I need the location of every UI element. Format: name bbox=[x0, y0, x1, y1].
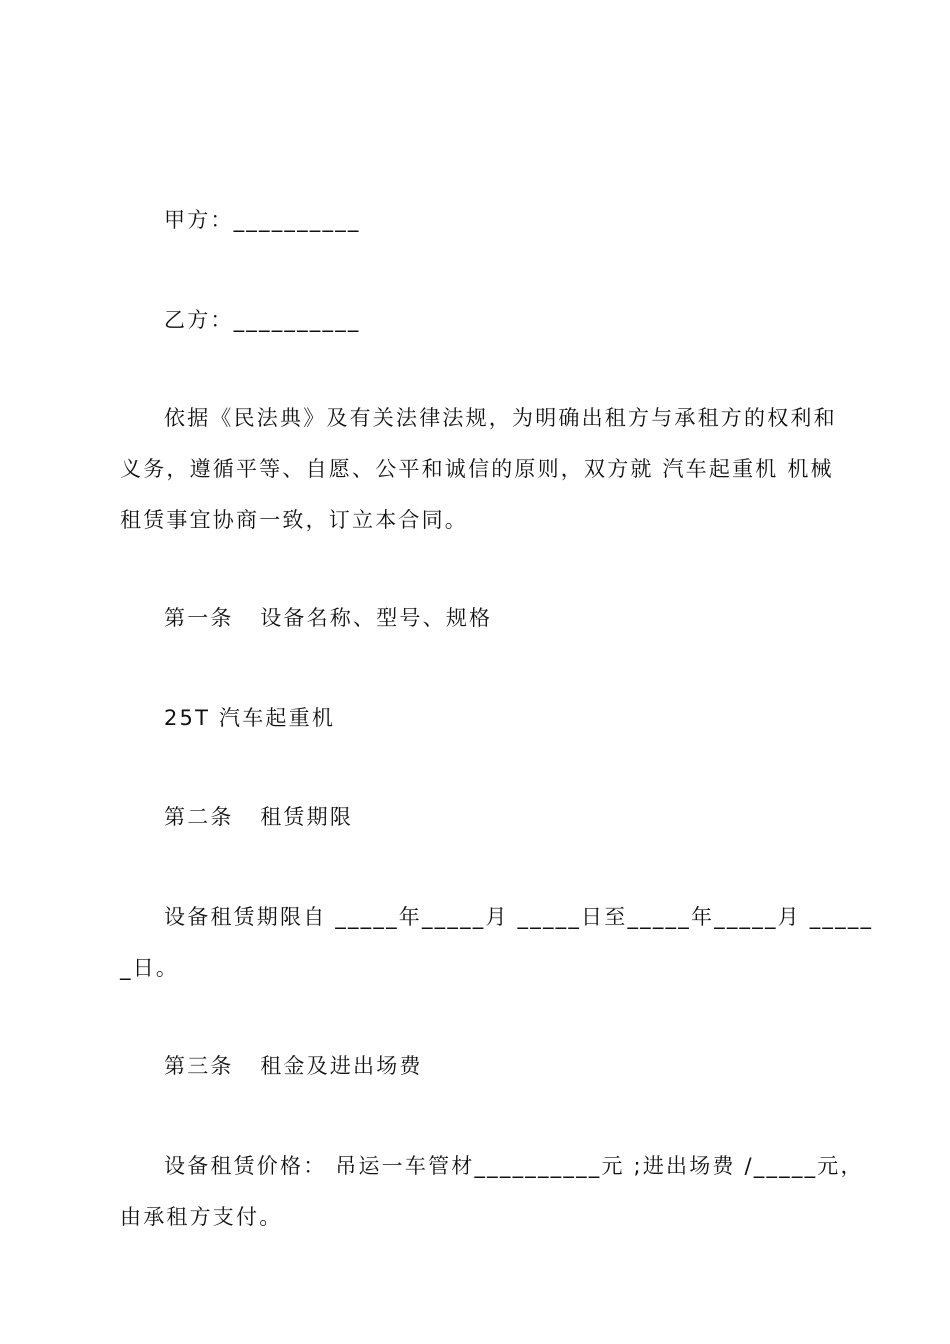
article-2-body-line-2: _日。 bbox=[120, 956, 180, 980]
preamble-line-2: 义务，遵循平等、自愿、公平和诚信的原则，双方就 汽车起重机 机械 bbox=[120, 457, 834, 481]
party-a-line: 甲方：__________ bbox=[164, 208, 361, 232]
article-1-body: 25T 汽车起重机 bbox=[164, 706, 336, 730]
preamble-line-3: 租赁事宜协商一致，订立本合同。 bbox=[120, 508, 468, 532]
article-2-body-line-1: 设备租赁期限自 _____年_____月 _____日至_____年_____月 _____ bbox=[164, 905, 874, 929]
article-2-heading: 第二条 租赁期限 bbox=[164, 805, 354, 829]
article-3-heading: 第三条 租金及进出场费 bbox=[164, 1054, 423, 1078]
preamble-line-1: 依据《民法典》及有关法律法规，为明确出租方与承租方的权利和 bbox=[164, 406, 837, 430]
article-3-body-line-1: 设备租赁价格： 吊运一车管材__________元 ;进出场费 /_____元， bbox=[164, 1154, 864, 1178]
article-3-body-line-2: 由承租方支付。 bbox=[120, 1205, 283, 1229]
party-b-line: 乙方：__________ bbox=[164, 308, 361, 332]
article-1-heading: 第一条 设备名称、型号、规格 bbox=[164, 606, 493, 630]
